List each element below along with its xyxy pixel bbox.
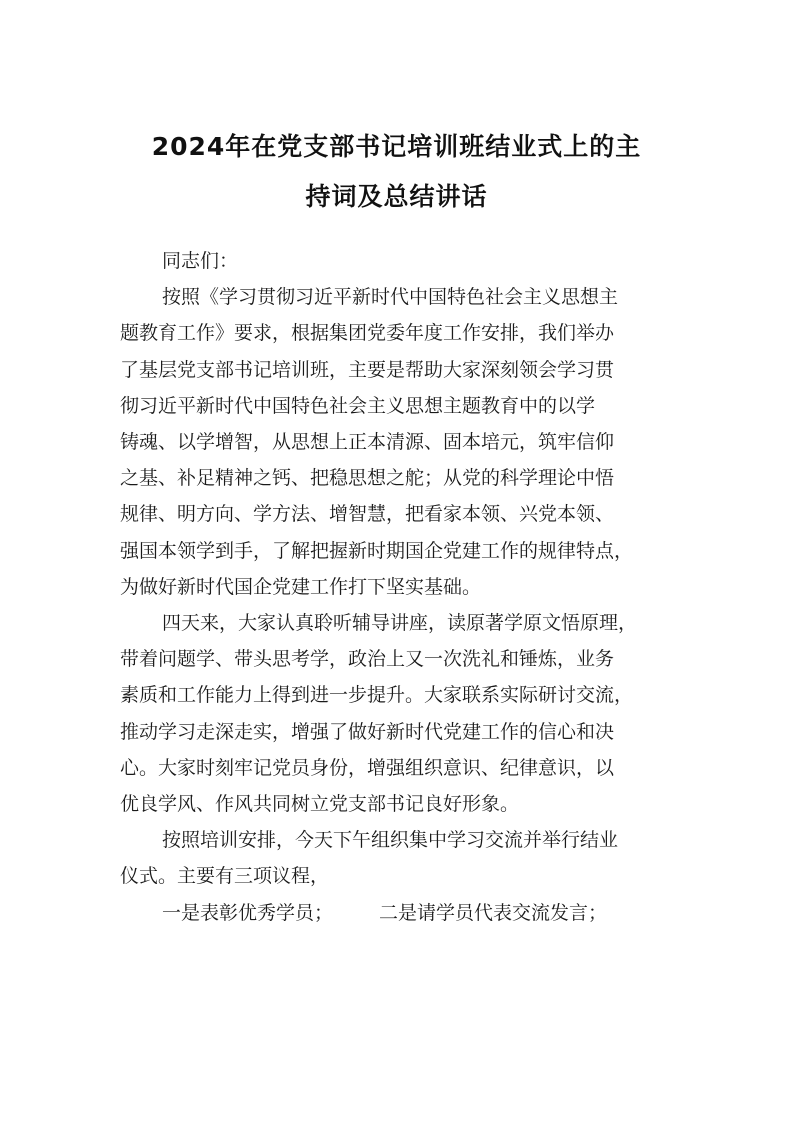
title-line-2: 持词及总结讲话: [305, 182, 488, 211]
paragraph-3: [120, 822, 680, 894]
paragraph-line: 了基层党支部书记培训班，主要是帮助大家深刻领会学习贯: [120, 358, 615, 381]
paragraph-line: 为做好新时代国企党建工作打下坚实基础。: [120, 575, 482, 598]
paragraph-line: 四天来，大家认真聆听辅导讲座，读原著学原文悟原理，: [162, 612, 638, 635]
paragraph-line: 强国本领学到手，了解把握新时期国企党建工作的规律特点，: [120, 539, 634, 562]
paragraph-line: 心。大家时刻牢记党员身份，增强组织意识、纪律意识，以: [120, 756, 615, 779]
paragraph-line: 仪式。主要有三项议程，: [120, 865, 330, 888]
document-title: [110, 122, 683, 222]
paragraph-2: [120, 605, 680, 822]
paragraph-line: 推动学习走深走实，增强了做好新时代党建工作的信心和决: [120, 720, 615, 743]
document-body: [120, 243, 680, 931]
paragraph-line: 优良学风、作风共同树立党支部书记良好形象。: [120, 793, 520, 816]
paragraph-line: 规律、明方向、学方法、增智慧，把看家本领、兴党本领、: [120, 503, 615, 526]
agenda-list: [120, 895, 680, 931]
agenda-item: 一是表彰优秀学员；: [162, 901, 334, 924]
paragraph-line: 题教育工作》要求，根据集团党委年度工作安排，我们举办: [120, 322, 615, 345]
paragraph-line: 按照《学习贯彻习近平新时代中国特色社会主义思想主: [162, 286, 619, 309]
paragraph-line: 之基、补足精神之钙、把稳思想之舵；从党的科学理论中悟: [120, 467, 615, 490]
paragraph-line: 按照培训安排，今天下午组织集中学习交流并举行结业: [162, 829, 619, 852]
paragraph-line: 铸魂、以学增智，从思想上正本清源、固本培元，筑牢信仰: [120, 431, 615, 454]
title-line-1: 2024年在党支部书记培训班结业式上的主: [151, 132, 642, 161]
paragraph-line: 素质和工作能力上得到进一步提升。大家联系实际研讨交流，: [120, 684, 634, 707]
paragraph-line: 彻习近平新时代中国特色社会主义思想主题教育中的以学: [120, 394, 596, 417]
paragraph-1: [120, 279, 680, 605]
greeting: 同志们：: [162, 250, 239, 272]
agenda-item: 二是请学员代表交流发言；: [379, 901, 608, 924]
paragraph-line: 带着问题学、带头思考学，政治上又一次洗礼和锤炼，业务: [120, 648, 615, 671]
